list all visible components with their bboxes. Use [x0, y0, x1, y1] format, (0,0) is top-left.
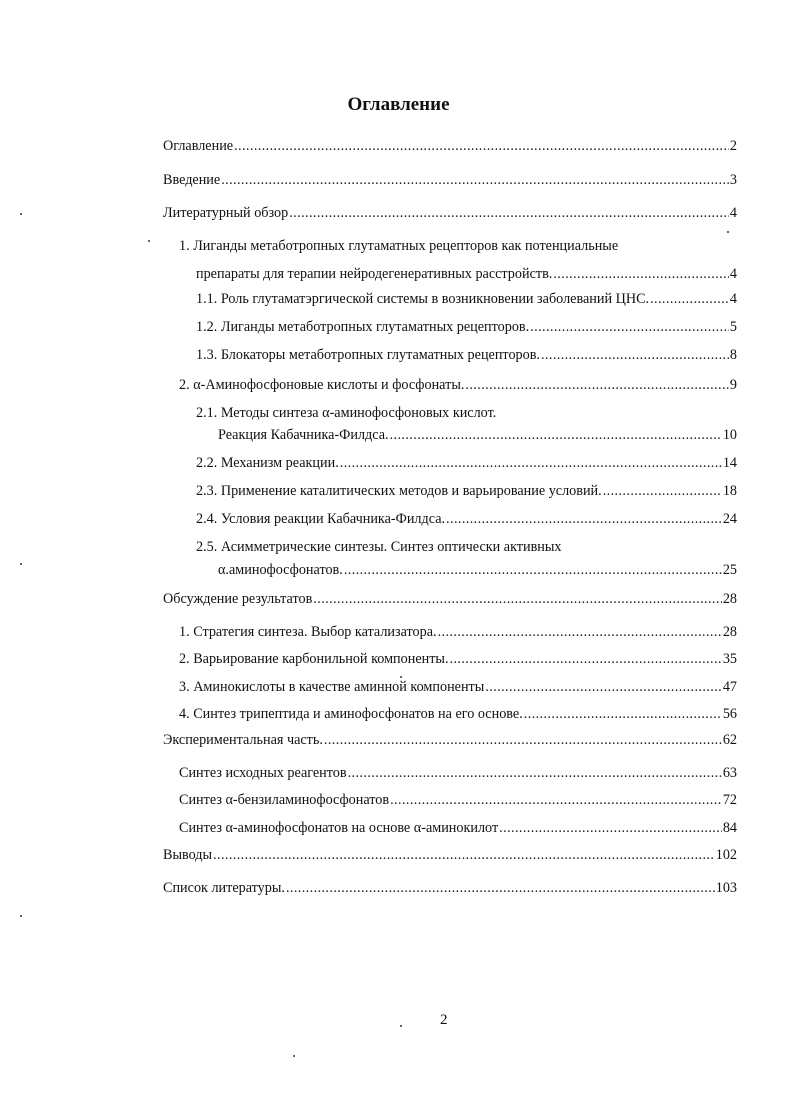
toc-entry-vvedenie	[163, 170, 737, 190]
toc-label: 2.3. Применение каталитических методов и варьирование условий.	[196, 483, 602, 499]
toc-page: 28	[722, 624, 737, 640]
toc-page: 63	[722, 765, 737, 781]
toc-entry-s2-2	[196, 453, 737, 473]
dot-leader	[530, 317, 729, 337]
dot-leader	[499, 818, 722, 838]
toc-entry-s2-1	[218, 425, 737, 445]
toc-entry-vyvody	[163, 845, 737, 865]
toc-label: Оглавление	[163, 138, 234, 154]
toc-entry-o1	[179, 622, 737, 642]
toc-page: 14	[722, 455, 737, 471]
scan-speck	[293, 1055, 295, 1057]
dot-leader	[213, 845, 715, 865]
toc-label: 2. α-Аминофосфоновые кислоты и фосфонаты.	[179, 377, 465, 393]
toc-entry-obsuzhdenie	[163, 589, 737, 609]
toc-entry-lit-obzor	[163, 203, 737, 223]
dot-leader	[465, 375, 729, 395]
toc-entry-o4	[179, 704, 737, 724]
toc-page: 3	[729, 172, 737, 188]
toc-page: 4	[729, 266, 737, 282]
toc-entry-o2	[179, 649, 737, 669]
dot-leader	[313, 589, 722, 609]
toc-entry-s1-1	[196, 289, 737, 309]
toc-entry-e2	[179, 790, 737, 810]
page-number: 2	[440, 1012, 448, 1028]
dot-leader	[324, 730, 722, 750]
toc-page: 25	[722, 562, 737, 578]
dot-leader	[450, 649, 722, 669]
toc-page: 28	[722, 591, 737, 607]
toc-page: 84	[722, 820, 737, 836]
toc-entry-s1-line1: 1. Лиганды метаботропных глутаматных рецепторов как потенциальные	[179, 238, 619, 254]
dot-leader	[541, 345, 729, 365]
toc-label: 2.2. Механизм реакции.	[196, 455, 339, 471]
toc-page: 47	[722, 679, 737, 695]
toc-label: 3. Аминокислоты в качестве аминной компоненты	[179, 679, 485, 695]
toc-entry-s2-1-line1: 2.1. Методы синтеза α-аминофосфоновых кислот.	[196, 405, 497, 421]
scan-speck	[148, 240, 150, 242]
toc-label: 2. Варьирование карбонильной компоненты.	[179, 651, 449, 667]
page-title: Оглавление	[347, 94, 450, 115]
toc-entry-o3	[179, 677, 737, 697]
scan-speck	[400, 676, 402, 678]
scan-speck	[20, 213, 22, 215]
toc-label: 4. Синтез трипептида и аминофосфонатов на его основе.	[179, 706, 523, 722]
dot-leader	[344, 560, 722, 580]
dot-leader	[348, 763, 722, 783]
toc-entry-s1-2	[196, 317, 737, 337]
toc-entry-e3	[179, 818, 737, 838]
toc-entry-s2	[179, 375, 737, 395]
toc-label: 1.3. Блокаторы метаботропных глутаматных рецепторов.	[196, 347, 540, 363]
toc-page: 56	[722, 706, 737, 722]
dot-leader	[446, 509, 722, 529]
toc-page: 62	[722, 732, 737, 748]
toc-label: Литературный обзор	[163, 205, 289, 221]
toc-label: Экспериментальная часть.	[163, 732, 323, 748]
toc-page: 103	[715, 880, 737, 896]
toc-entry-s2-5	[218, 560, 737, 580]
scan-speck	[400, 1025, 402, 1027]
dot-leader	[340, 453, 722, 473]
toc-page: 8	[729, 347, 737, 363]
dot-leader	[485, 677, 722, 697]
toc-label: 1. Стратегия синтеза. Выбор катализатора.	[179, 624, 437, 640]
dot-leader	[650, 289, 729, 309]
toc-label: Синтез α-аминофосфонатов на основе α-аминокилот	[179, 820, 499, 836]
toc-entry-eksp	[163, 730, 737, 750]
toc-label: Список литературы.	[163, 880, 285, 896]
toc-page: 18	[722, 483, 737, 499]
toc-page: 2	[729, 138, 737, 154]
scan-speck	[727, 231, 729, 233]
toc-entry-s2-3	[196, 481, 737, 501]
dot-leader	[289, 203, 729, 223]
toc-page: 4	[729, 205, 737, 221]
toc-page: 102	[715, 847, 737, 863]
dot-leader	[553, 264, 729, 284]
toc-label: 1.1. Роль глутаматэргической системы в возникновении заболеваний ЦНС.	[196, 291, 650, 307]
toc-entry-s1-3	[196, 345, 737, 365]
toc-entry-s1	[196, 264, 737, 284]
toc-entry-e1	[179, 763, 737, 783]
toc-entry-oglavlenie	[163, 136, 737, 156]
dot-leader	[390, 790, 722, 810]
toc-page: 9	[729, 377, 737, 393]
toc-label: Синтез исходных реагентов	[179, 765, 347, 781]
toc-label: препараты для терапии нейродегенеративных расстройств.	[196, 266, 553, 282]
scan-speck	[20, 915, 22, 917]
scan-speck	[20, 563, 22, 565]
toc-label: 1.2. Лиганды метаботропных глутаматных рецепторов.	[196, 319, 530, 335]
toc-page: 4	[729, 291, 737, 307]
dot-leader	[390, 425, 722, 445]
toc-page: 72	[722, 792, 737, 808]
toc-entry-s2-5-line1: 2.5. Асимметрические синтезы. Синтез оптически активных	[196, 539, 562, 555]
toc-page: 10	[722, 427, 737, 443]
dot-leader	[234, 136, 729, 156]
dot-leader	[603, 481, 722, 501]
toc-entry-spisok	[163, 878, 737, 898]
toc-label: Реакция Кабачника-Филдса.	[218, 427, 389, 443]
toc-label: Обсуждение результатов	[163, 591, 313, 607]
dot-leader	[524, 704, 722, 724]
toc-label: Синтез α-бензиламинофосфонатов	[179, 792, 390, 808]
toc-label: 2.4. Условия реакции Кабачника-Филдса.	[196, 511, 446, 527]
toc-label: Выводы	[163, 847, 213, 863]
toc-page: 5	[729, 319, 737, 335]
dot-leader	[221, 170, 729, 190]
toc-label: Введение	[163, 172, 221, 188]
dot-leader	[438, 622, 722, 642]
toc-page: 35	[722, 651, 737, 667]
dot-leader	[286, 878, 715, 898]
toc-label: α.аминофосфонатов.	[218, 562, 343, 578]
toc-entry-s2-4	[196, 509, 737, 529]
toc-page: 24	[722, 511, 737, 527]
